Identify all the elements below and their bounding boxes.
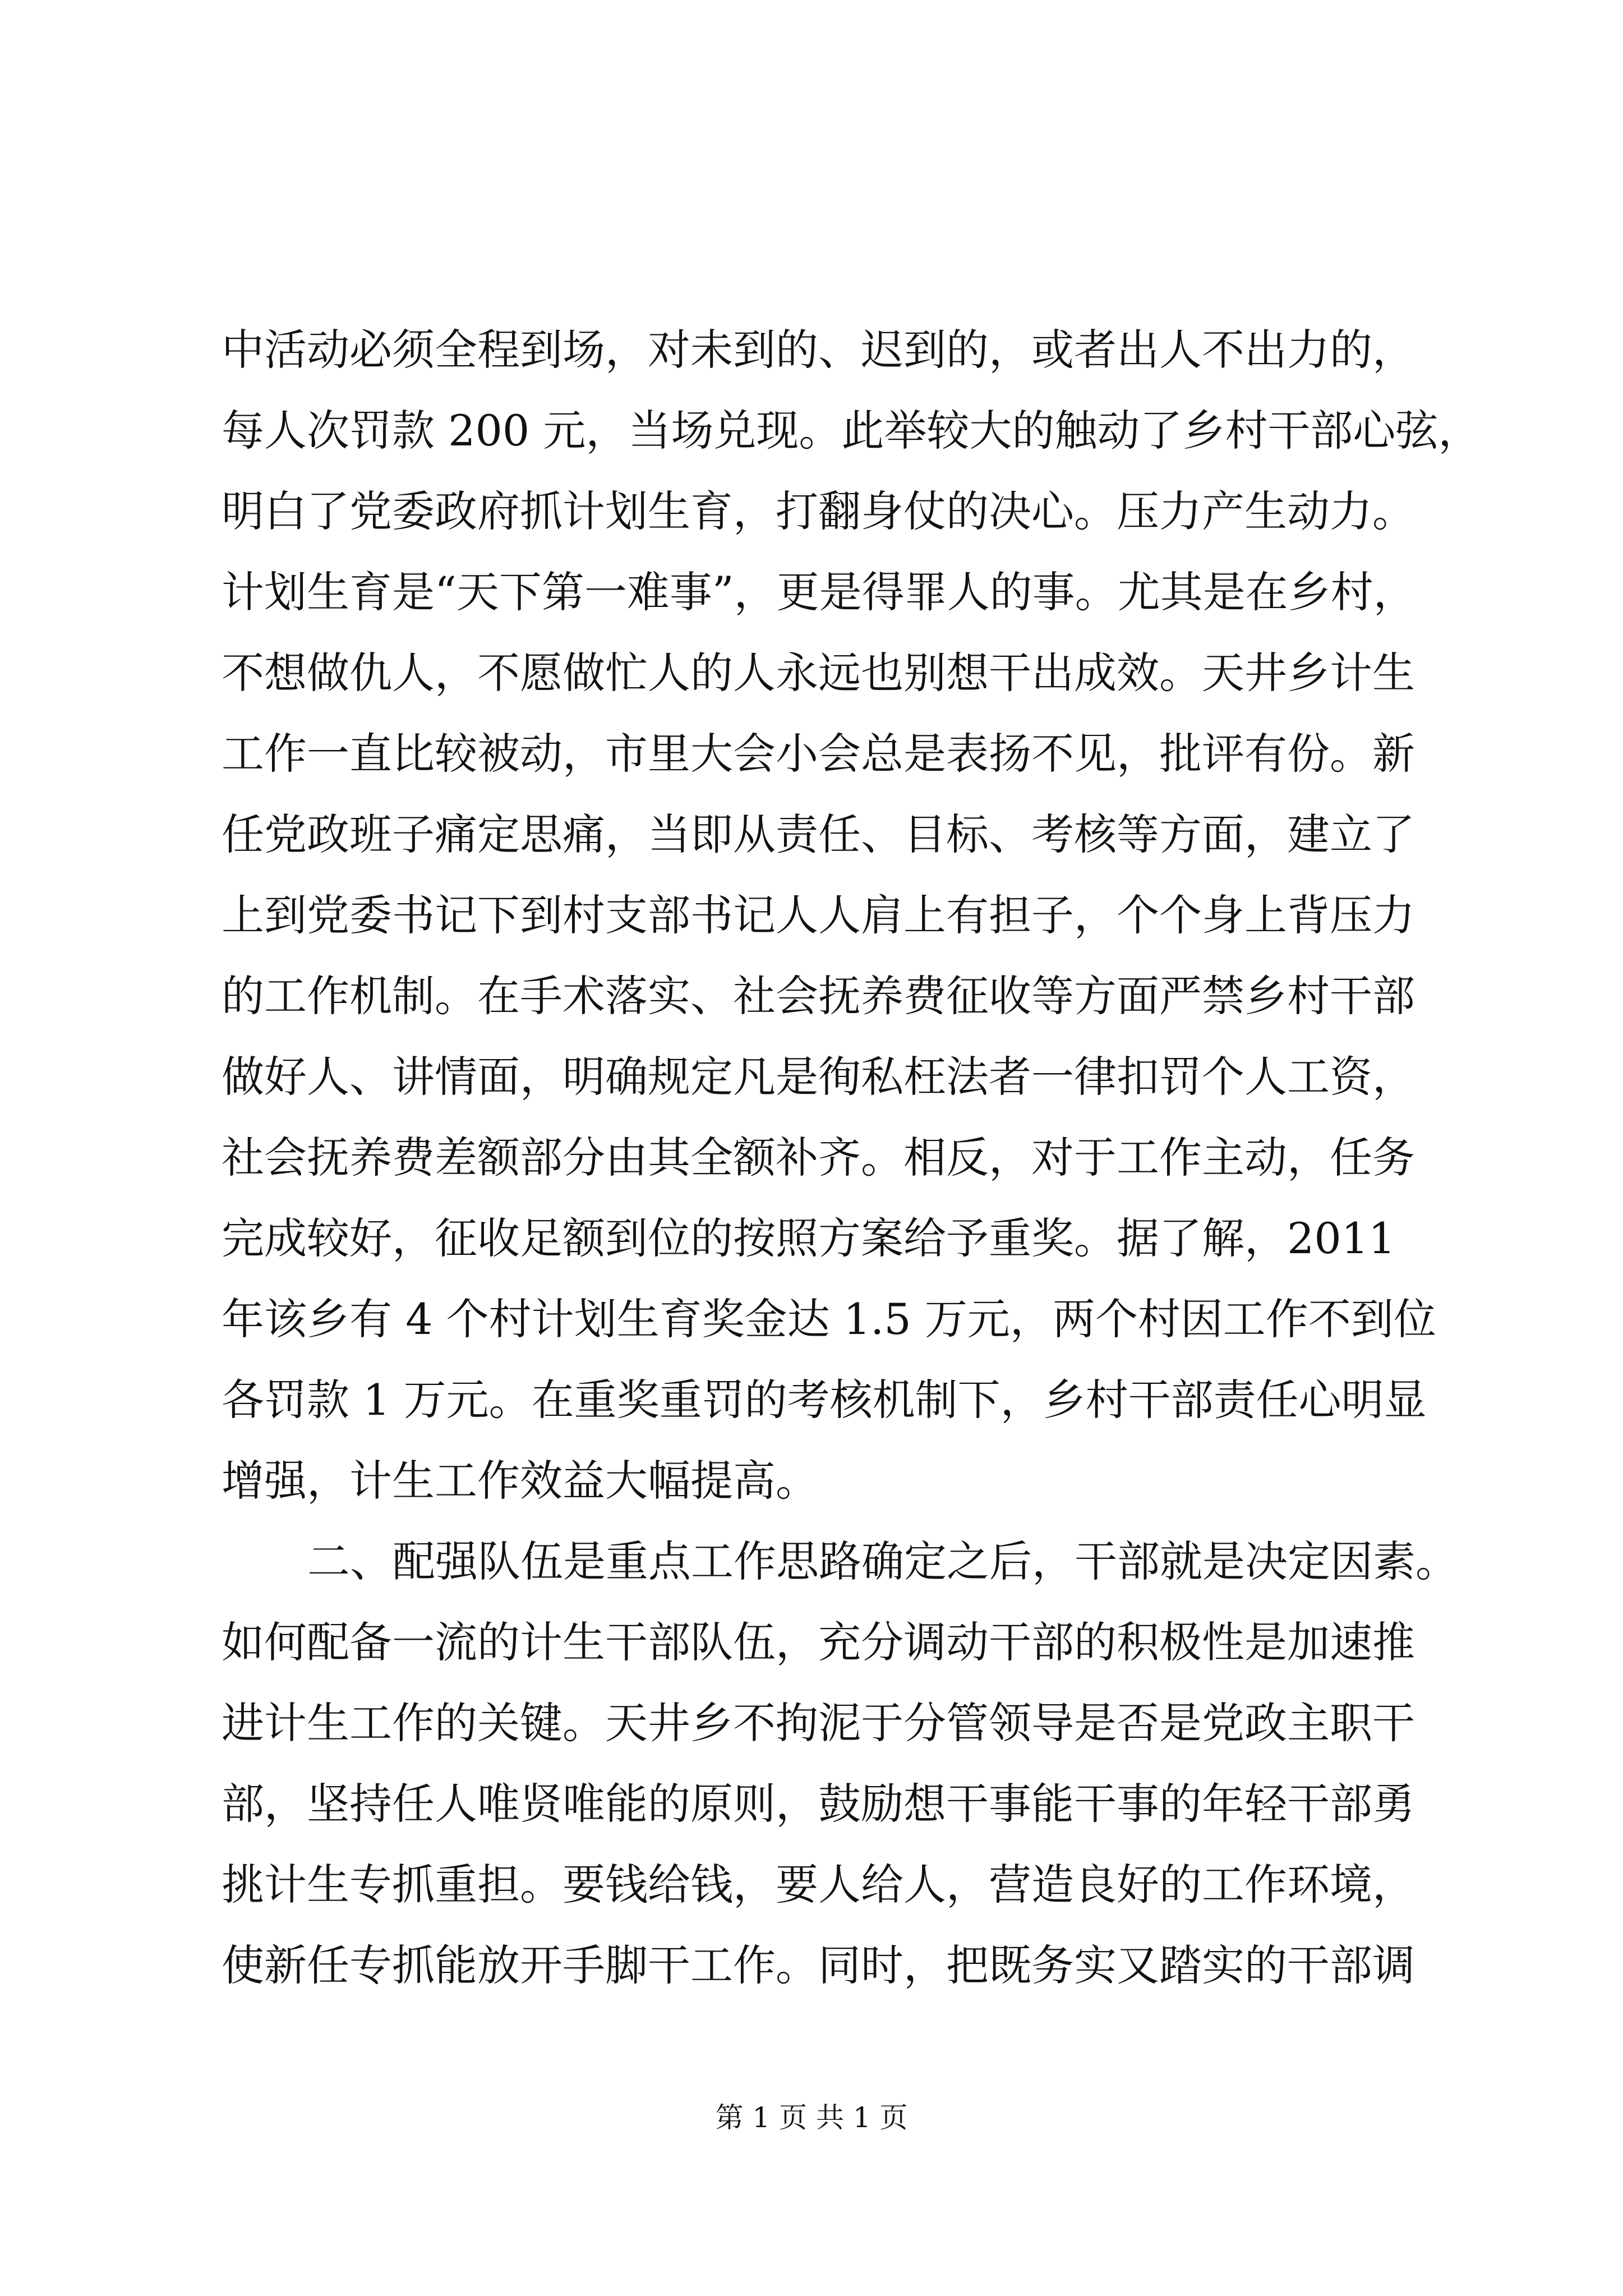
text-line: 使新任专抓能放开手脚干工作。同时，把既务实又踏实的干部调 bbox=[222, 1940, 1415, 1990]
text-line: 工作一直比较被动，市里大会小会总是表扬不见，批评有份。新 bbox=[222, 729, 1415, 779]
text-line: 任党政班子痛定思痛，当即从责任、目标、考核等方面，建立了 bbox=[222, 809, 1415, 859]
text-line: 不想做仇人，不愿做忙人的人永远也别想干出成效。天井乡计生 bbox=[222, 648, 1415, 698]
text-line: 每人次罚款 200 元，当场兑现。此举较大的触动了乡村干部心弦， bbox=[222, 406, 1481, 455]
text-line: 明白了党委政府抓计划生育，打翻身仗的决心。压力产生动力。 bbox=[222, 486, 1415, 536]
text-line: 上到党委书记下到村支部书记人人肩上有担子，个个身上背压力 bbox=[222, 890, 1415, 940]
text-line: 各罚款 1 万元。在重奖重罚的考核机制下，乡村干部责任心明显 bbox=[222, 1375, 1427, 1425]
text-line: 完成较好，征收足额到位的按照方案给予重奖。据了解，2011 bbox=[222, 1213, 1396, 1263]
text-line: 计划生育是“天下第一难事”，更是得罪人的事。尤其是在乡村， bbox=[222, 567, 1416, 617]
text-line: 增强，计生工作效益大幅提高。 bbox=[222, 1456, 818, 1506]
text-line: 的工作机制。在手术落实、社会抚养费征收等方面严禁乡村干部 bbox=[222, 971, 1415, 1021]
text-line: 做好人、讲情面，明确规定凡是徇私枉法者一律扣罚个人工资， bbox=[222, 1052, 1415, 1102]
text-line: 社会抚养费差额部分由其全额补齐。相反，对于工作主动，任务 bbox=[222, 1133, 1415, 1182]
text-line: 进计生工作的关键。天井乡不拘泥于分管领导是否是党政主职干 bbox=[222, 1698, 1415, 1748]
text-line: 如何配备一流的计生干部队伍，充分调动干部的积极性是加速推 bbox=[222, 1617, 1415, 1667]
page-footer: 第 1 页 共 1 页 bbox=[715, 2101, 908, 2134]
text-line: 挑计生专抓重担。要钱给钱，要人给人，营造良好的工作环境， bbox=[222, 1860, 1415, 1910]
paragraph-heading-line: 二、配强队伍是重点工作思路确定之后，干部就是决定因素。 bbox=[307, 1536, 1458, 1586]
text-line: 部，坚持任人唯贤唯能的原则，鼓励想干事能干事的年轻干部勇 bbox=[222, 1779, 1415, 1829]
text-line: 中活动必须全程到场，对未到的、迟到的，或者出人不出力的， bbox=[222, 325, 1415, 375]
text-line: 年该乡有 4 个村计划生育奖金达 1.5 万元，两个村因工作不到位 bbox=[222, 1294, 1436, 1344]
